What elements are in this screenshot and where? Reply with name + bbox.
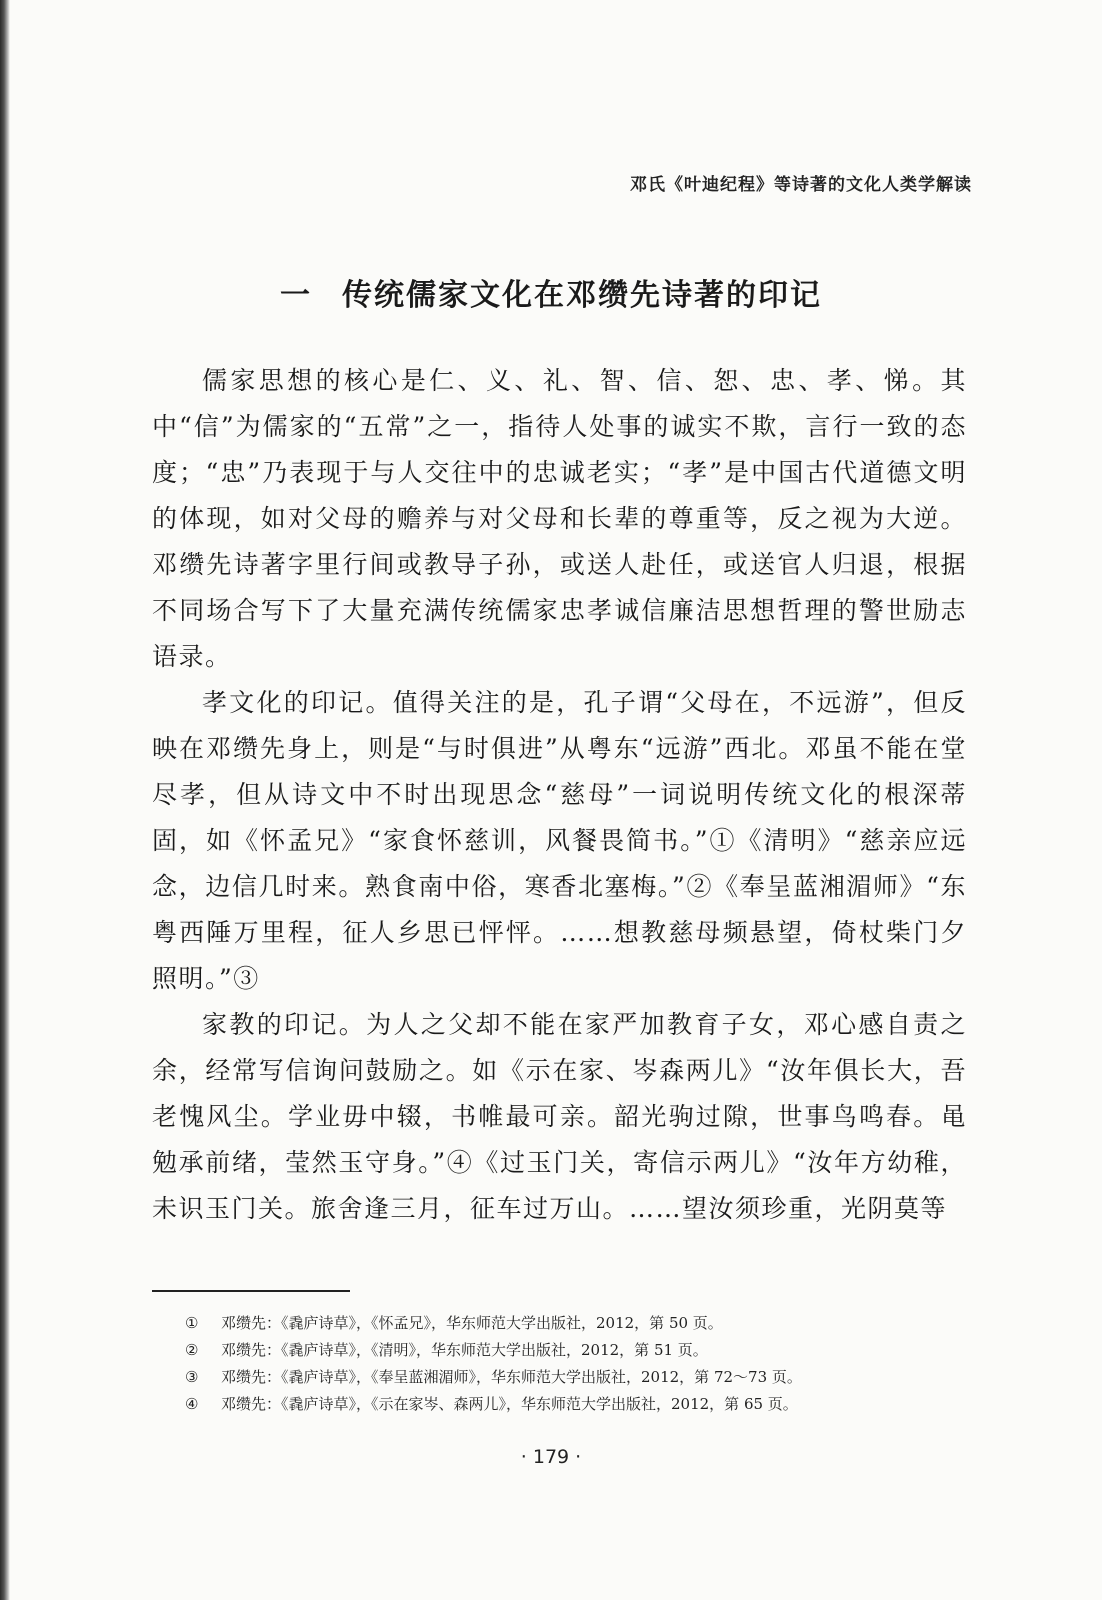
section-heading	[0, 270, 1102, 314]
footnote-text: 邓缵先：《毳庐诗草》，《奉呈蓝湘湄师》，华东师范大学出版社，2012，第 72～73 页。	[221, 1368, 802, 1386]
footnote	[185, 1337, 965, 1364]
footnote	[185, 1310, 965, 1337]
footnote-text: 邓缵先：《毳庐诗草》，《清明》，华东师范大学出版社，2012，第 51 页。	[221, 1341, 708, 1359]
footnote-mark: ②	[185, 1341, 199, 1359]
scan-edge	[0, 0, 10, 1600]
paragraph: 孝文化的印记。值得关注的是，孔子谓“父母在，不远游”，但反映在邓缵先身上，则是“与时俱进”从粤东“远游”西北。邓虽不能在堂尽孝，但从诗文中不时出现思念“慈母”一词说明传统文化的根深蒂固，如《怀孟兄》“家食怀慈训，风餐畏简书。”①《清明》“慈亲应远念，边信几时来。熟食南中俗，寒香北塞梅。”②《奉呈蓝湘湄师》“东粤西陲万里程，征人乡思已怦怦。……想教慈母频悬望，倚杖柴门夕照明。”③	[152, 688, 967, 993]
body-text	[152, 358, 967, 1232]
footnote-text: 邓缵先：《毳庐诗草》，《示在家岑、森两儿》，华东师范大学出版社，2012，第 65 页。	[221, 1395, 798, 1413]
footnote-mark: ④	[185, 1395, 199, 1413]
section-title: 传统儒家文化在邓缵先诗著的印记	[342, 278, 822, 313]
page-number: · 179 ·	[520, 1446, 582, 1468]
footnote-text: 邓缵先：《毳庐诗草》，《怀孟兄》，华东师范大学出版社，2012，第 50 页。	[221, 1314, 723, 1332]
paragraph: 儒家思想的核心是仁、义、礼、智、信、恕、忠、孝、悌。其中“信”为儒家的“五常”之一，指待人处事的诚实不欺，言行一致的态度；“忠”乃表现于与人交往中的忠诚老实；“孝”是中国古代道德文明的体现，如对父母的赡养与对父母和长辈的尊重等，反之视为大逆。邓缵先诗著字里行间或教导子孙，或送人赴任，或送官人归退，根据不同场合写下了大量充满传统儒家忠孝诚信廉洁思想哲理的警世励志语录。	[152, 366, 967, 671]
section-number: 一	[280, 278, 312, 313]
footnotes	[185, 1310, 965, 1418]
footnote	[185, 1364, 965, 1391]
paragraph: 家教的印记。为人之父却不能在家严加教育子女，邓心感自责之余，经常写信询问鼓励之。如《示在家、岑森两儿》“汝年俱长大，吾老愧风尘。学业毋中辍，书帷最可亲。韶光驹过隙，世事鸟鸣春。黾勉承前绪，莹然玉守身。”④《过玉门关，寄信示两儿》“汝年方幼稚，未识玉门关。旅舍逢三月，征车过万山。……望汝须珍重，光阴莫等	[152, 1010, 967, 1223]
footnote-divider	[152, 1290, 350, 1292]
running-header: 邓氏《叶迪纪程》等诗著的文化人类学解读	[630, 175, 972, 195]
footnote-mark: ①	[185, 1314, 199, 1332]
footnote-mark: ③	[185, 1368, 199, 1386]
footnote	[185, 1391, 965, 1418]
